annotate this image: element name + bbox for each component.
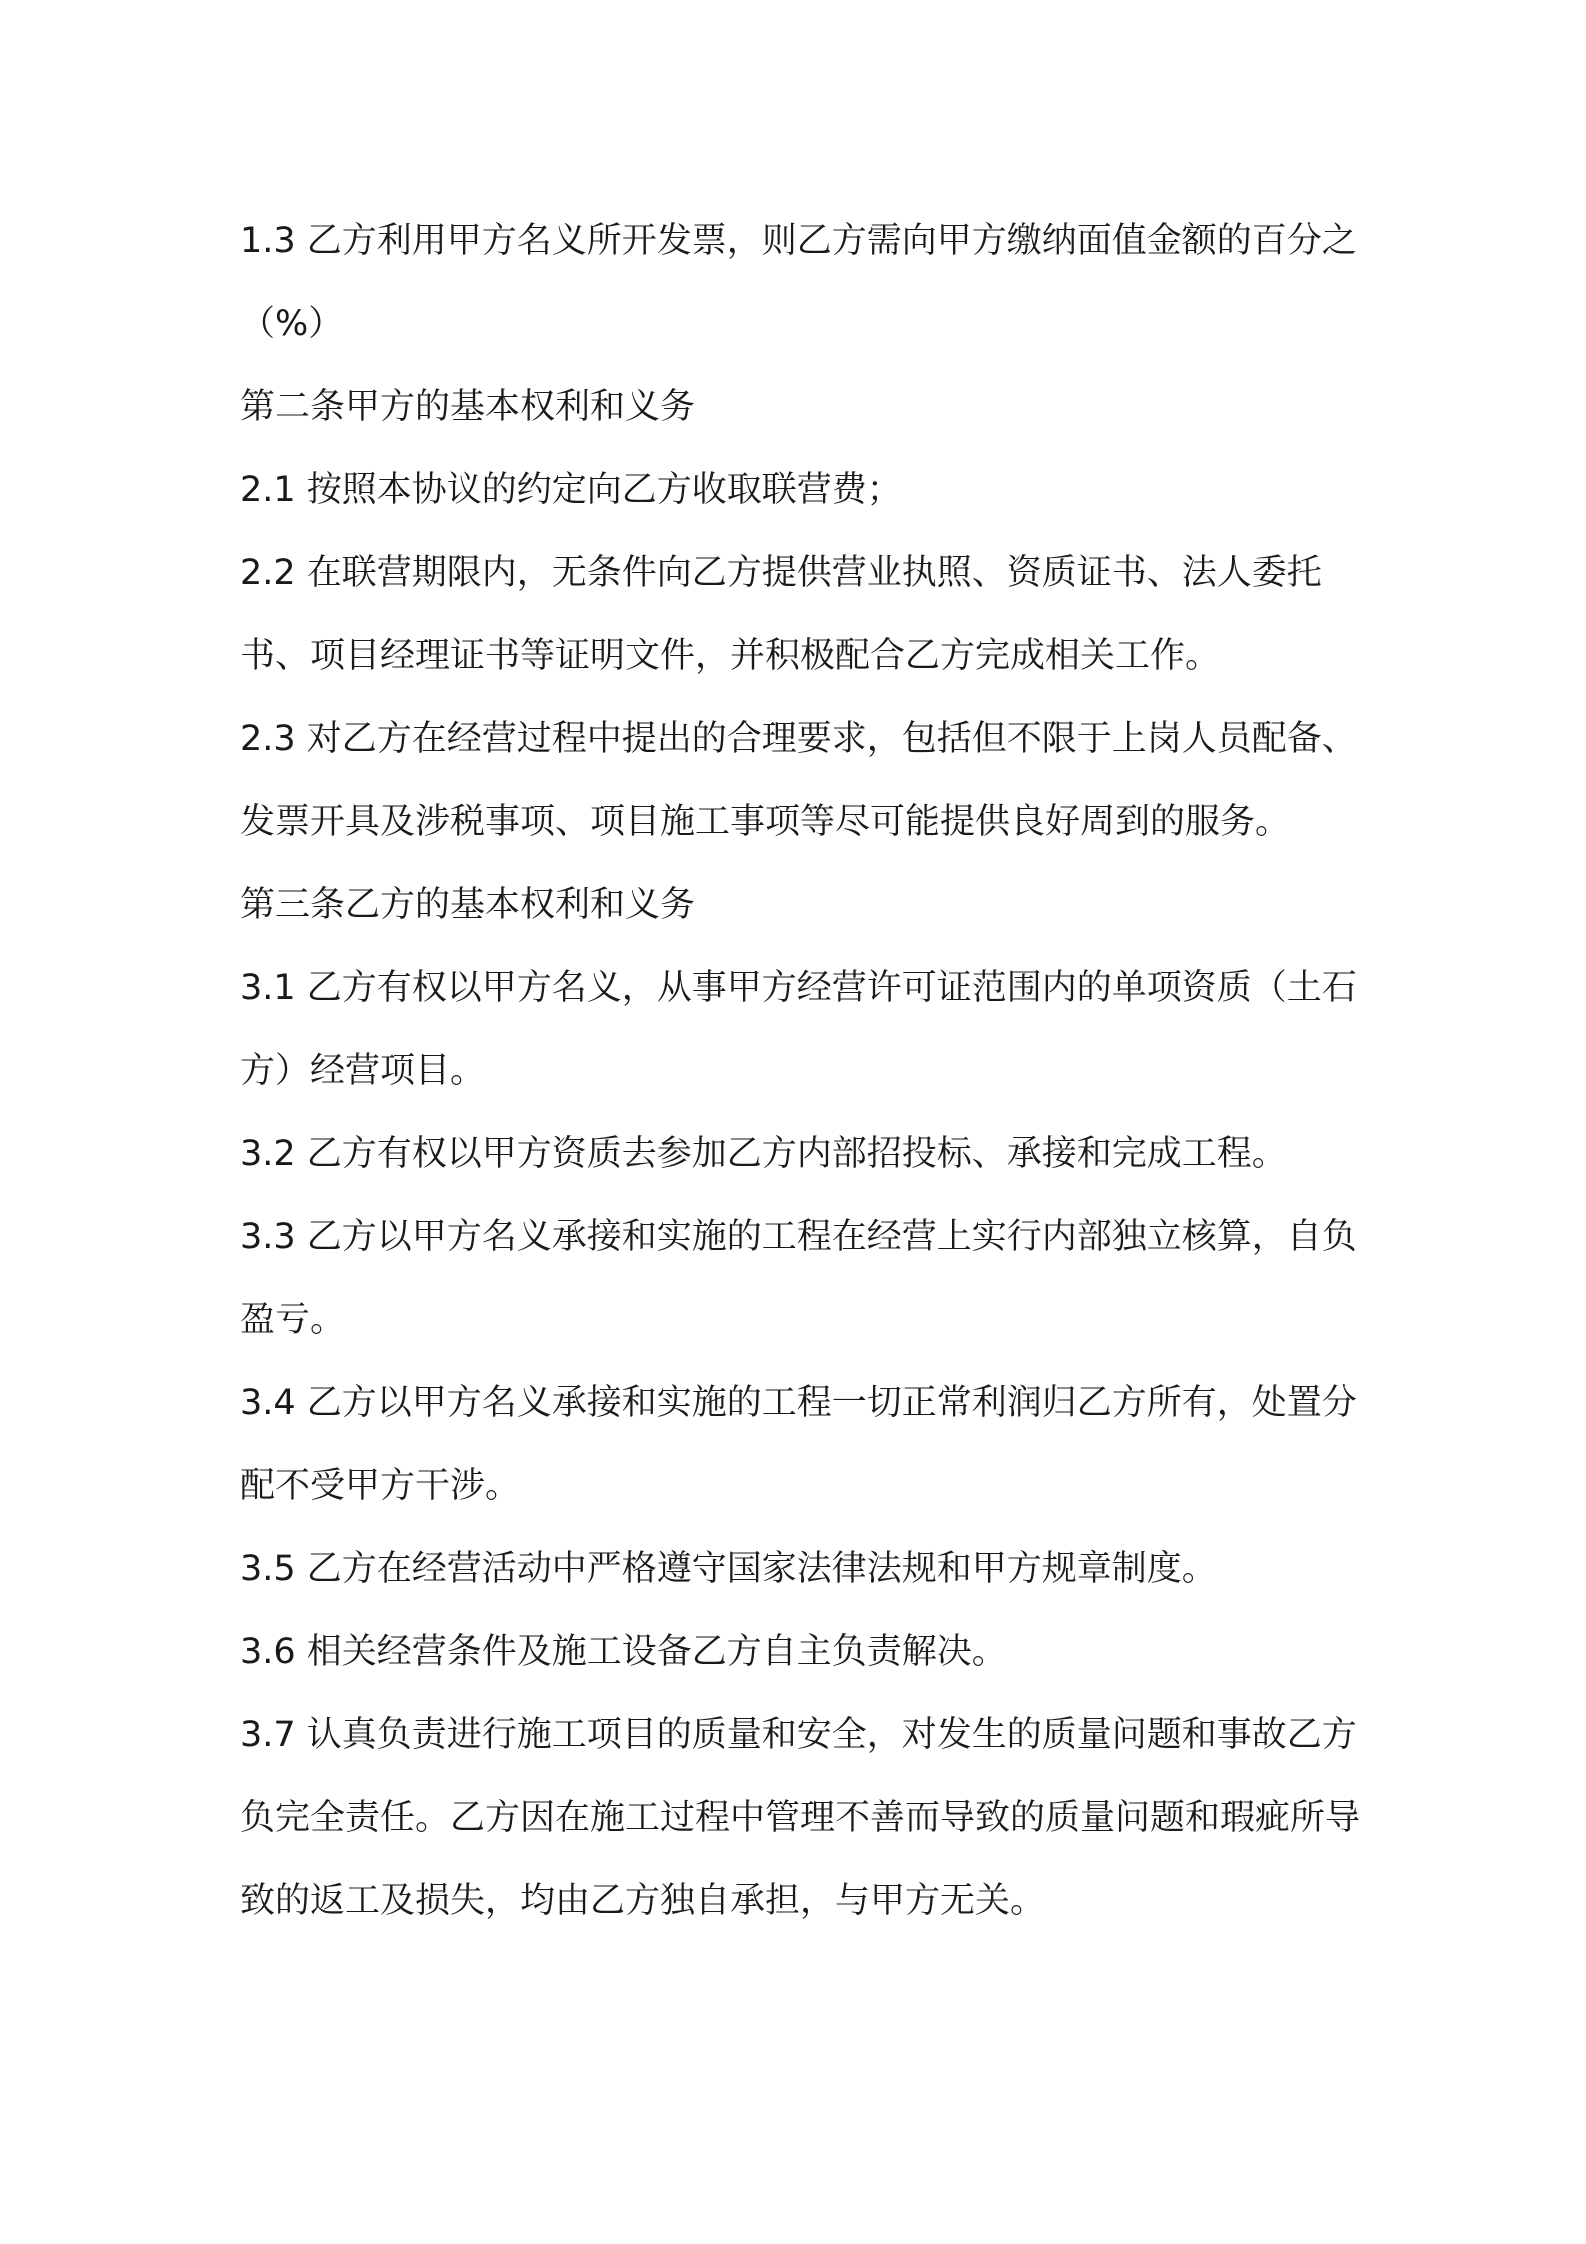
clause-2-2: 2.2 在联营期限内，无条件向乙方提供营业执照、资质证书、法人委托书、项目经理证书等证明文件，并积极配合乙方完成相关工作。	[240, 553, 1322, 676]
clause-3-3: 3.3 乙方以甲方名义承接和实施的工程在经营上实行内部独立核算，自负盈亏。	[240, 1217, 1357, 1340]
clause-3-6: 3.6 相关经营条件及施工设备乙方自主负责解决。	[240, 1632, 1007, 1672]
clause-2-3: 2.3 对乙方在经营过程中提出的合理要求，包括但不限于上岗人员配备、发票开具及涉税事项、项目施工事项等尽可能提供良好周到的服务。	[240, 719, 1357, 842]
document-body	[240, 200, 1360, 1943]
article-2-heading: 第二条甲方的基本权利和义务	[240, 387, 696, 427]
clause-2-1: 2.1 按照本协议的约定向乙方收取联营费；	[240, 470, 902, 510]
clause-3-7: 3.7 认真负责进行施工项目的质量和安全，对发生的质量问题和事故乙方负完全责任。乙方因在施工过程中管理不善而导致的质量问题和瑕疵所导致的返工及损失，均由乙方独自承担，与甲方无关。	[240, 1715, 1361, 1921]
clause-1-3: 1.3 乙方利用甲方名义所开发票，则乙方需向甲方缴纳面值金额的百分之（%）	[240, 221, 1357, 344]
article-3-heading: 第三条乙方的基本权利和义务	[240, 885, 696, 925]
clause-3-1: 3.1 乙方有权以甲方名义，从事甲方经营许可证范围内的单项资质（土石方）经营项目。	[240, 968, 1357, 1091]
clause-3-2: 3.2 乙方有权以甲方资质去参加乙方内部招投标、承接和完成工程。	[240, 1134, 1287, 1174]
clause-3-5: 3.5 乙方在经营活动中严格遵守国家法律法规和甲方规章制度。	[240, 1549, 1217, 1589]
clause-3-4: 3.4 乙方以甲方名义承接和实施的工程一切正常利润归乙方所有，处置分配不受甲方干涉。	[240, 1383, 1357, 1506]
